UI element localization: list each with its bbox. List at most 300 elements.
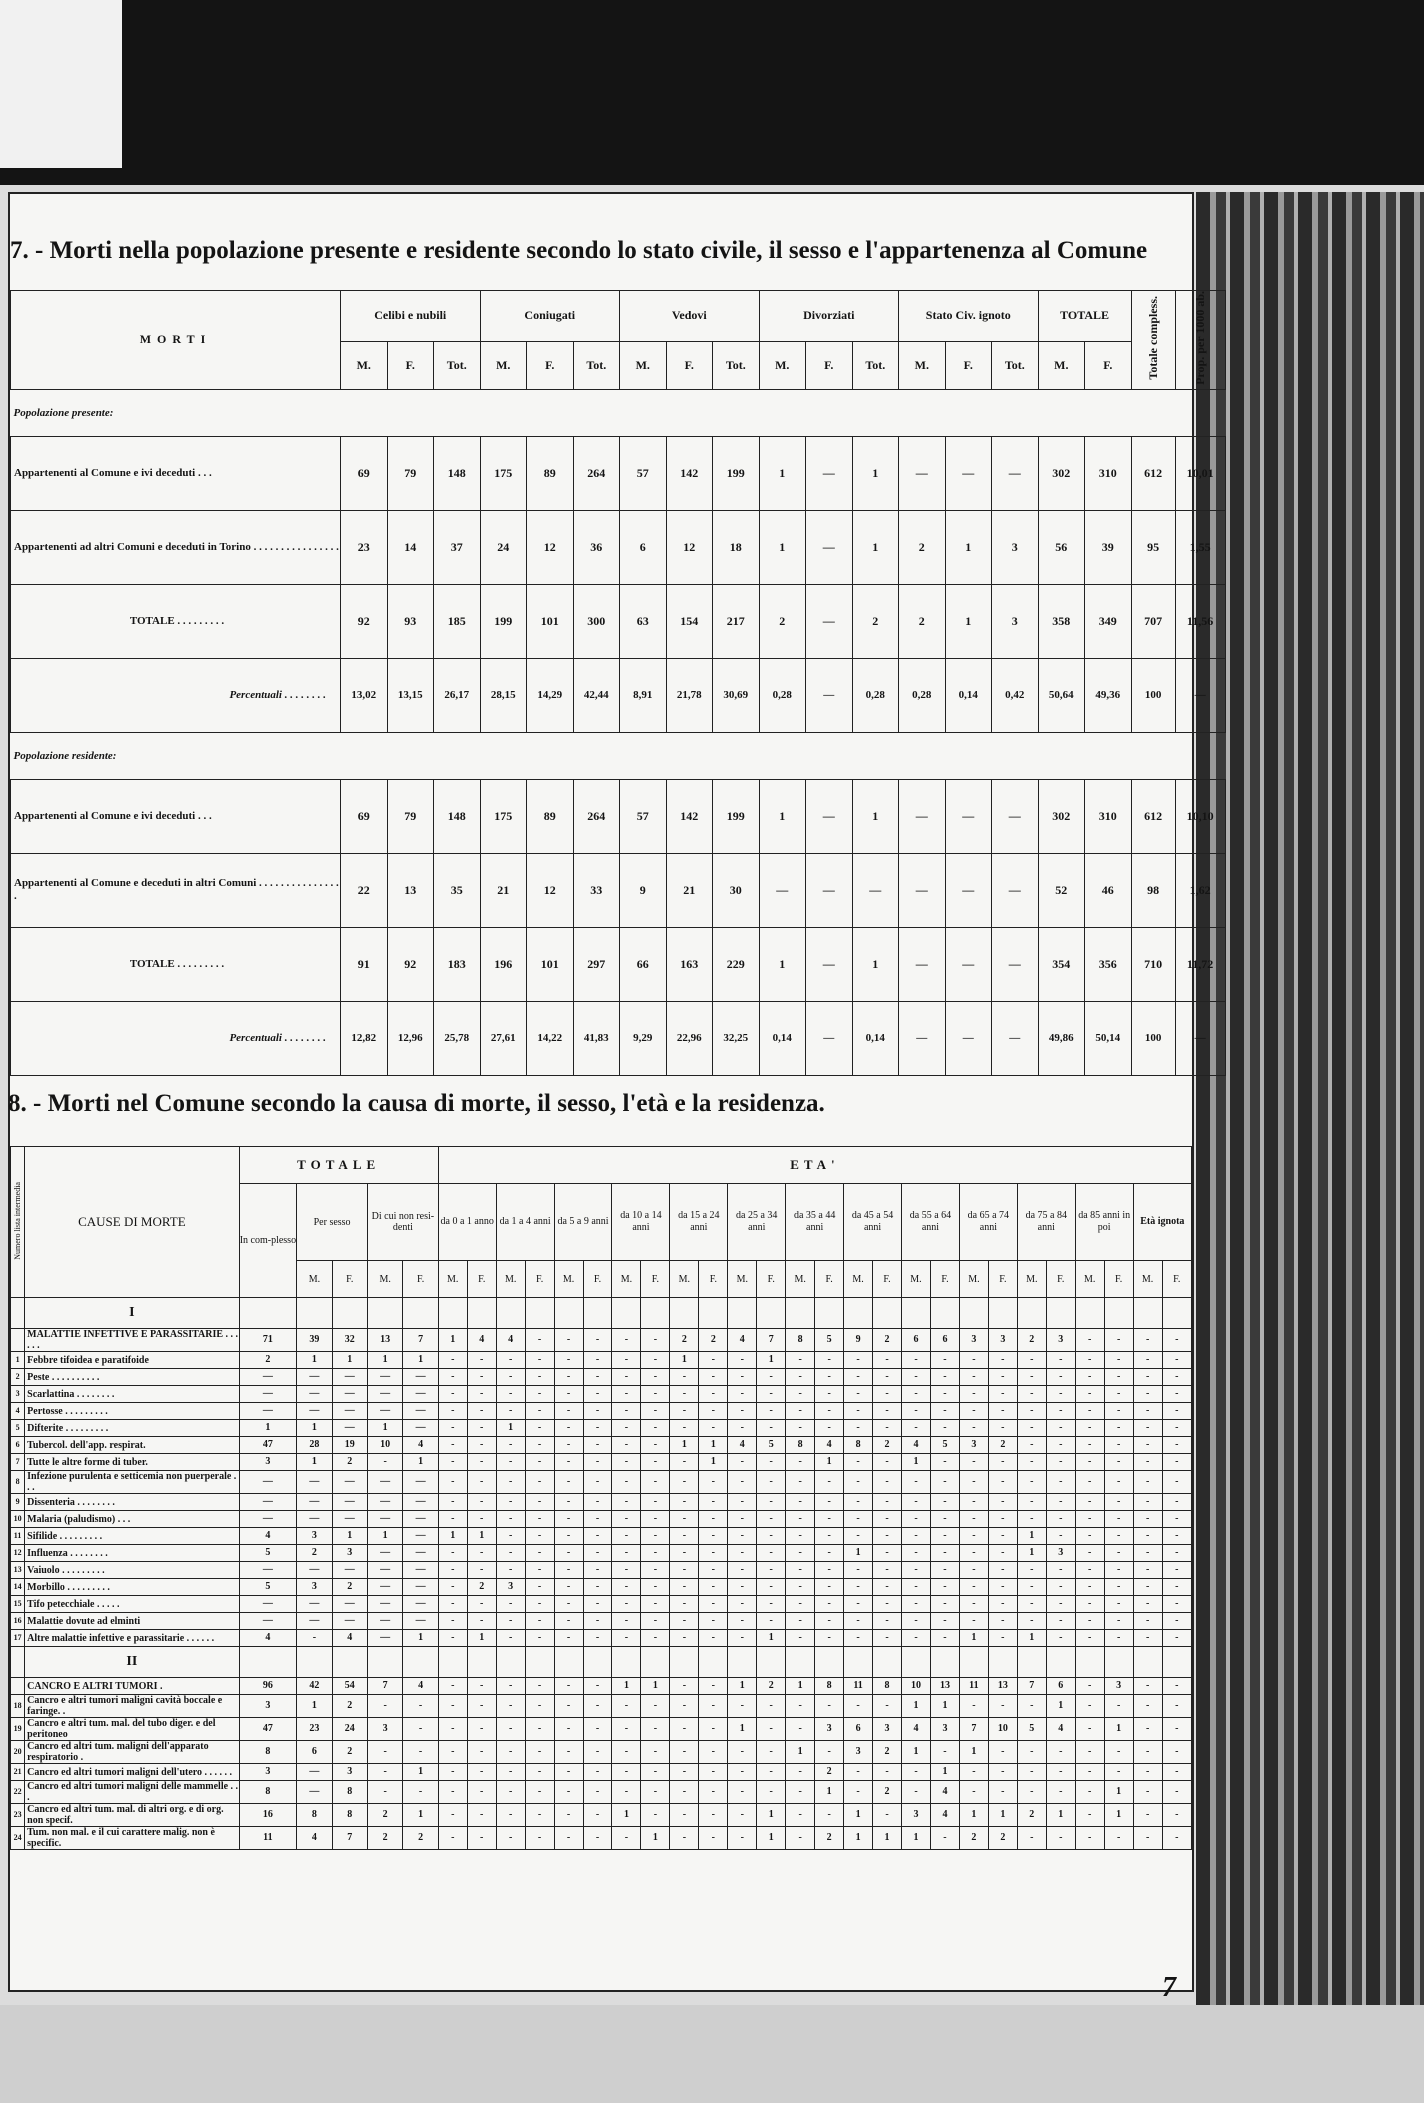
table8-cell: -: [873, 1695, 902, 1718]
table8-cell: -: [525, 1545, 554, 1562]
table8-cell: -: [699, 1741, 728, 1764]
table7-cell: 24: [480, 510, 527, 584]
table7-cell: 148: [434, 779, 481, 853]
table8-cell: -: [641, 1579, 670, 1596]
table8-cell: -: [1133, 1545, 1162, 1562]
table8-cell: -: [728, 1511, 757, 1528]
table8-cell: -: [1104, 1403, 1133, 1420]
table8-cell: -: [1104, 1369, 1133, 1386]
table8-cell: -: [670, 1528, 699, 1545]
table8-cell: -: [959, 1386, 988, 1403]
table8-cell: -: [1075, 1579, 1104, 1596]
table8-cell: -: [757, 1545, 786, 1562]
table8-cell: -: [1162, 1437, 1191, 1454]
table7-cell: 354: [1038, 927, 1085, 1001]
table8-cell: 9: [844, 1329, 873, 1352]
table8-empty-cell: [786, 1298, 815, 1329]
table8-cell: —: [403, 1562, 438, 1579]
table8-cell: -: [641, 1437, 670, 1454]
table8-cell: 2: [332, 1695, 367, 1718]
table8-cell: -: [815, 1494, 844, 1511]
table8-cell: -: [1162, 1613, 1191, 1630]
table8-empty-cell: [902, 1298, 931, 1329]
table8-cell: 6: [930, 1329, 959, 1352]
table8-idx-cell: [11, 1298, 25, 1329]
table8-empty-cell: [612, 1298, 641, 1329]
table8-cell: -: [1075, 1403, 1104, 1420]
table8-cell: -: [873, 1545, 902, 1562]
table8-cause-label: Difterite . . . . . . . . .: [25, 1420, 239, 1437]
table8-cell: -: [815, 1562, 844, 1579]
table8-cell: -: [1017, 1403, 1046, 1420]
table8-cell: -: [757, 1369, 786, 1386]
table8-cell: -: [815, 1420, 844, 1437]
table8-cell: -: [786, 1494, 815, 1511]
table8-cell: -: [815, 1579, 844, 1596]
table8-cell: —: [239, 1386, 297, 1403]
table8-cell: 3: [1104, 1678, 1133, 1695]
table7-cell: —: [852, 853, 899, 927]
table8-row: [11, 1528, 1192, 1545]
table8-cell: -: [786, 1579, 815, 1596]
table7-cell: 14: [387, 510, 434, 584]
table7-cell: 12: [527, 510, 574, 584]
table7-row: [11, 584, 1226, 658]
table8-cell: 11: [844, 1678, 873, 1695]
table8-cell: -: [728, 1386, 757, 1403]
table8-cell: -: [757, 1454, 786, 1471]
table8-cell: -: [525, 1613, 554, 1630]
table8-cell: -: [467, 1562, 496, 1579]
table8-cell: -: [815, 1403, 844, 1420]
table8-cell: -: [728, 1471, 757, 1494]
table8-cell: -: [844, 1579, 873, 1596]
table8-cell: -: [438, 1579, 467, 1596]
table8-cell: -: [902, 1369, 931, 1386]
table8-cell: 1: [815, 1454, 844, 1471]
table7-cell: 710: [1131, 927, 1175, 1001]
table8-cell: 3: [902, 1804, 931, 1827]
table8-cell: -: [728, 1596, 757, 1613]
table8-cell: -: [1133, 1741, 1162, 1764]
table7-cell: —: [992, 1001, 1039, 1075]
table8-cell: -: [1046, 1494, 1075, 1511]
table8-cell: 2: [1017, 1329, 1046, 1352]
table8-cell: -: [367, 1781, 402, 1804]
table8-cell: -: [1104, 1741, 1133, 1764]
table7-cell: 30,69: [713, 658, 760, 732]
table8-cell: -: [467, 1386, 496, 1403]
table8-cell: -: [1133, 1511, 1162, 1528]
table8-empty-cell: [438, 1647, 467, 1678]
table8-cell: —: [403, 1511, 438, 1528]
table8-cell: -: [583, 1420, 612, 1437]
table8-row: [11, 1678, 1192, 1695]
table7-cell: 26,17: [434, 658, 481, 732]
table8-cell: -: [467, 1511, 496, 1528]
table8-cell: 3: [239, 1454, 297, 1471]
table8-cell: 2: [297, 1545, 332, 1562]
table8-cell: 1: [367, 1420, 402, 1437]
table8-cell: -: [959, 1579, 988, 1596]
table8-cell: -: [1017, 1579, 1046, 1596]
table8-cell: 4: [332, 1630, 367, 1647]
table7-header-row: [11, 291, 1226, 342]
table8-empty-cell: [670, 1298, 699, 1329]
table8-cell: 3: [297, 1579, 332, 1596]
table8-cell: -: [438, 1741, 467, 1764]
table8-cell: —: [403, 1528, 438, 1545]
table7-cell: 79: [387, 779, 434, 853]
table8-cell: —: [332, 1511, 367, 1528]
table8-cell: 4: [297, 1827, 332, 1850]
table7-cell: 0,14: [945, 658, 992, 732]
table8-cell: -: [554, 1403, 583, 1420]
table8-cell: -: [930, 1827, 959, 1850]
table8-cell: -: [1162, 1596, 1191, 1613]
table8-cell: -: [670, 1386, 699, 1403]
table7-cell: 199: [713, 779, 760, 853]
table8-mf-header: F.: [641, 1261, 670, 1298]
table8-cell: -: [467, 1545, 496, 1562]
table8-cell: 1: [902, 1695, 931, 1718]
table7-cell: 92: [341, 584, 388, 658]
table8-per-sesso: Per sesso: [297, 1184, 368, 1261]
table8-mf-header: M.: [844, 1261, 873, 1298]
table8-cell: -: [1046, 1352, 1075, 1369]
table8-cell: -: [988, 1741, 1017, 1764]
table8-cell: -: [438, 1369, 467, 1386]
table8-cell: -: [525, 1437, 554, 1454]
table7-cell: —: [806, 927, 853, 1001]
table8-cell: -: [1162, 1494, 1191, 1511]
table8-empty-cell: [902, 1647, 931, 1678]
table8-cell: -: [1162, 1369, 1191, 1386]
table8-cell: 16: [239, 1804, 297, 1827]
table8-cell: 2: [403, 1827, 438, 1850]
table8-cell: 13: [988, 1678, 1017, 1695]
table8-cell: -: [496, 1403, 525, 1420]
table8-age-group: da 85 anni in poi: [1075, 1184, 1133, 1261]
table8-cell: 5: [815, 1329, 844, 1352]
table8-cell: -: [438, 1781, 467, 1804]
table8-mf-header: M.: [554, 1261, 583, 1298]
table8-cell: -: [728, 1562, 757, 1579]
table8-cell: -: [525, 1352, 554, 1369]
table7-cell: 175: [480, 779, 527, 853]
table8-cell: 7: [367, 1678, 402, 1695]
table8-cell: —: [403, 1579, 438, 1596]
table8-cell: —: [367, 1562, 402, 1579]
prop-col-label: Prop. per 1000 ab.: [1192, 291, 1207, 385]
table8-cell: -: [1046, 1386, 1075, 1403]
table8-cell: -: [1133, 1827, 1162, 1850]
table8-cell: 4: [815, 1437, 844, 1454]
table8-cell: 39: [297, 1329, 332, 1352]
table8-cell: -: [612, 1613, 641, 1630]
table8-cell: -: [467, 1494, 496, 1511]
table8-cell: 1: [332, 1352, 367, 1369]
table7-cell: 1: [945, 510, 992, 584]
table8-cell: -: [699, 1471, 728, 1494]
table8-cell: -: [403, 1718, 438, 1741]
table7-cell: 69: [341, 779, 388, 853]
table8-cell: 3: [332, 1764, 367, 1781]
table8-cell: -: [1104, 1454, 1133, 1471]
table8-cell: -: [757, 1781, 786, 1804]
table8-cell: -: [1075, 1454, 1104, 1471]
table8-empty-cell: [786, 1647, 815, 1678]
table8-cell: -: [583, 1613, 612, 1630]
table8-cell: —: [367, 1494, 402, 1511]
table8-empty-cell: [844, 1298, 873, 1329]
table7-cell: —: [945, 436, 992, 510]
table8-cell: -: [583, 1596, 612, 1613]
table7-cell: 1: [852, 436, 899, 510]
table8-cell: 3: [239, 1695, 297, 1718]
table8-cell: —: [239, 1596, 297, 1613]
table7-sub-header: F.: [945, 341, 992, 389]
table7-cell: —: [899, 1001, 946, 1075]
table8-cell: -: [1162, 1420, 1191, 1437]
table8-row: [11, 1647, 1192, 1678]
table8-cell: -: [1133, 1596, 1162, 1613]
table8-cell: 2: [332, 1454, 367, 1471]
table8-idx-cell: 16: [11, 1613, 25, 1630]
scan-page-edges: [1196, 192, 1424, 2022]
table8-cell: -: [959, 1528, 988, 1545]
table8-cell: -: [786, 1386, 815, 1403]
table8-cell: -: [641, 1562, 670, 1579]
table8-cell: -: [496, 1827, 525, 1850]
table7-cell: 93: [387, 584, 434, 658]
table8-cell: -: [930, 1579, 959, 1596]
table8-cell: -: [641, 1781, 670, 1804]
table7-title: 7. - Morti nella popolazione presente e residente secondo lo stato civile, il sesso e l'appartenenza al Comune: [10, 237, 1148, 264]
table8-cell: -: [1133, 1630, 1162, 1647]
table7-cell: 1: [759, 779, 806, 853]
table8-cause-label: Peste . . . . . . . . . .: [25, 1369, 239, 1386]
table8-empty-cell: [641, 1647, 670, 1678]
table8-cell: 11: [239, 1827, 297, 1850]
table7-cell: —: [806, 779, 853, 853]
table8-cell: -: [583, 1352, 612, 1369]
table8-cell: 1: [467, 1630, 496, 1647]
table8-cell: -: [1075, 1596, 1104, 1613]
table8-cell: -: [1046, 1579, 1075, 1596]
table8-cell: 3: [239, 1764, 297, 1781]
table8-cell: -: [757, 1528, 786, 1545]
table7-cell: 297: [573, 927, 620, 1001]
table8-cell: 1: [612, 1678, 641, 1695]
table8-cell: -: [699, 1613, 728, 1630]
scan-corner-patch: [0, 0, 122, 168]
table8-cell: -: [496, 1386, 525, 1403]
table8-cell: 1: [670, 1437, 699, 1454]
table8-cell: -: [1104, 1827, 1133, 1850]
table8-empty-cell: [1162, 1647, 1191, 1678]
table8-cell: -: [699, 1764, 728, 1781]
table8-title: 8. - Morti nel Comune secondo la causa di morte, il sesso, l'età e la residenza.: [8, 1090, 825, 1117]
table8-cell: -: [757, 1420, 786, 1437]
table8-cell: -: [757, 1562, 786, 1579]
table7-cell: 50,14: [1085, 1001, 1132, 1075]
table7-cell: 39: [1085, 510, 1132, 584]
table8-cell: -: [873, 1420, 902, 1437]
table8-cell: -: [699, 1562, 728, 1579]
table7-sub-header: F.: [666, 341, 713, 389]
table8-cell: -: [641, 1420, 670, 1437]
table8-mf-header: F.: [332, 1261, 367, 1298]
table8-mf-header: M.: [367, 1261, 402, 1298]
table8-empty-cell: [403, 1298, 438, 1329]
table7-cell: 1: [852, 927, 899, 1001]
table8-cell: -: [641, 1329, 670, 1352]
table8-cell: -: [1133, 1718, 1162, 1741]
table8-row: [11, 1613, 1192, 1630]
table8-cause-label: Morbillo . . . . . . . . .: [25, 1579, 239, 1596]
table8-cell: -: [1075, 1494, 1104, 1511]
table8-cell: -: [1017, 1471, 1046, 1494]
table8-cell: -: [988, 1545, 1017, 1562]
table8-cell: 2: [467, 1579, 496, 1596]
table8-cause-label: Altre malattie infettive e parassitarie . . . . . .: [25, 1630, 239, 1647]
table8-cause-label: Tifo petecchiale . . . . .: [25, 1596, 239, 1613]
table8-cell: -: [1104, 1528, 1133, 1545]
table8-cell: -: [583, 1329, 612, 1352]
table8-cell: -: [554, 1695, 583, 1718]
table8-cell: -: [525, 1764, 554, 1781]
table8-cell: -: [554, 1369, 583, 1386]
table8-cell: -: [844, 1420, 873, 1437]
table8-cell: -: [554, 1613, 583, 1630]
table8-cell: -: [1017, 1695, 1046, 1718]
table8-cause-label: Cancro ed altri tum. maligni dell'apparato respiratorio .: [25, 1741, 239, 1764]
table8-cell: -: [583, 1695, 612, 1718]
table7-cell: 13,02: [341, 658, 388, 732]
table8-cell: -: [728, 1613, 757, 1630]
table8-cell: -: [786, 1454, 815, 1471]
table7-cell: 50,64: [1038, 658, 1085, 732]
table8-mf-header: M.: [438, 1261, 467, 1298]
table7-row: [11, 436, 1226, 510]
table8-cell: -: [612, 1494, 641, 1511]
table8-cell: 2: [1017, 1804, 1046, 1827]
table8-cell: 1: [757, 1827, 786, 1850]
table8-cell: -: [844, 1781, 873, 1804]
table8-cell: 1: [844, 1804, 873, 1827]
table8-cell: —: [367, 1579, 402, 1596]
table8-cell: -: [1162, 1352, 1191, 1369]
table7-cell: —: [992, 853, 1039, 927]
table8-cell: 1: [1104, 1718, 1133, 1741]
table7-cell: 21,78: [666, 658, 713, 732]
table8-empty-cell: [728, 1298, 757, 1329]
table8-cell: -: [1104, 1471, 1133, 1494]
table8-cell: -: [728, 1352, 757, 1369]
table8-cell: -: [525, 1403, 554, 1420]
table8-cell: —: [403, 1420, 438, 1437]
table8-cell: -: [1017, 1454, 1046, 1471]
table8-cell: -: [815, 1352, 844, 1369]
table8-cell: 7: [403, 1329, 438, 1352]
table8-cell: 1: [332, 1528, 367, 1545]
table7-cell: 57: [620, 436, 667, 510]
table8-cell: -: [902, 1403, 931, 1420]
table8-cell: -: [554, 1718, 583, 1741]
table8-cell: -: [612, 1437, 641, 1454]
table8-cell: -: [873, 1528, 902, 1545]
table7-row: [11, 658, 1226, 732]
table8-cell: —: [239, 1471, 297, 1494]
table7-row-label: Percentuali . . . . . . . .: [11, 1001, 341, 1075]
table8-cell: -: [496, 1613, 525, 1630]
table8-cell: -: [1162, 1804, 1191, 1827]
table8-cell: -: [554, 1827, 583, 1850]
scan-dark-band: [0, 0, 1424, 185]
table8-cell: -: [1075, 1386, 1104, 1403]
table7-cell: 10,10: [1175, 779, 1225, 853]
table8-cell: -: [1104, 1630, 1133, 1647]
table8-cell: 3: [297, 1528, 332, 1545]
table8-cell: -: [525, 1718, 554, 1741]
table8-cell: —: [297, 1613, 332, 1630]
table7-cell: 91: [341, 927, 388, 1001]
table8-cell: -: [641, 1718, 670, 1741]
table8-empty-cell: [815, 1647, 844, 1678]
table8-cell: -: [438, 1386, 467, 1403]
table8-cell: -: [1162, 1678, 1191, 1695]
table8-empty-cell: [496, 1647, 525, 1678]
table8-cell: -: [670, 1678, 699, 1695]
table7-sub-header: F.: [527, 341, 574, 389]
table8-cell: -: [1046, 1511, 1075, 1528]
table8-empty-cell: [297, 1298, 332, 1329]
table8-cell: 1: [641, 1827, 670, 1850]
table8-cell: 1: [1017, 1528, 1046, 1545]
table8-cause-label: Febbre tifoidea e paratifoide: [25, 1352, 239, 1369]
table7-cell: 229: [713, 927, 760, 1001]
table8-cell: 1: [1104, 1804, 1133, 1827]
table8-cell: -: [1133, 1386, 1162, 1403]
table8-cell: -: [1133, 1579, 1162, 1596]
table8-cell: -: [367, 1695, 402, 1718]
table7-group-header: Divorziati: [759, 291, 899, 342]
table8-empty-cell: [1104, 1647, 1133, 1678]
table8-cell: -: [496, 1352, 525, 1369]
table8-cell: 3: [959, 1437, 988, 1454]
table8-cell: —: [367, 1545, 402, 1562]
table7-cell: 12: [527, 853, 574, 927]
table7-group-header: Vedovi: [620, 291, 760, 342]
total-col-label: Totale compless.: [1145, 296, 1160, 380]
table8-cell: -: [1075, 1420, 1104, 1437]
table7-cell: —: [1175, 658, 1225, 732]
table8-cell: 1: [930, 1764, 959, 1781]
table7-sub-header: M.: [759, 341, 806, 389]
table8-age-group: da 0 a 1 anno: [438, 1184, 496, 1261]
table7-cell: 36: [573, 510, 620, 584]
table8-cell: -: [612, 1596, 641, 1613]
table8-empty-cell: [959, 1647, 988, 1678]
table8-cell: —: [332, 1471, 367, 1494]
table8-cell: -: [612, 1781, 641, 1804]
table8-age-group: da 45 a 54 anni: [844, 1184, 902, 1261]
table8-cell: -: [554, 1678, 583, 1695]
table8-cell: -: [786, 1562, 815, 1579]
table8-cell: 1: [757, 1630, 786, 1647]
table8-cell: -: [902, 1579, 931, 1596]
